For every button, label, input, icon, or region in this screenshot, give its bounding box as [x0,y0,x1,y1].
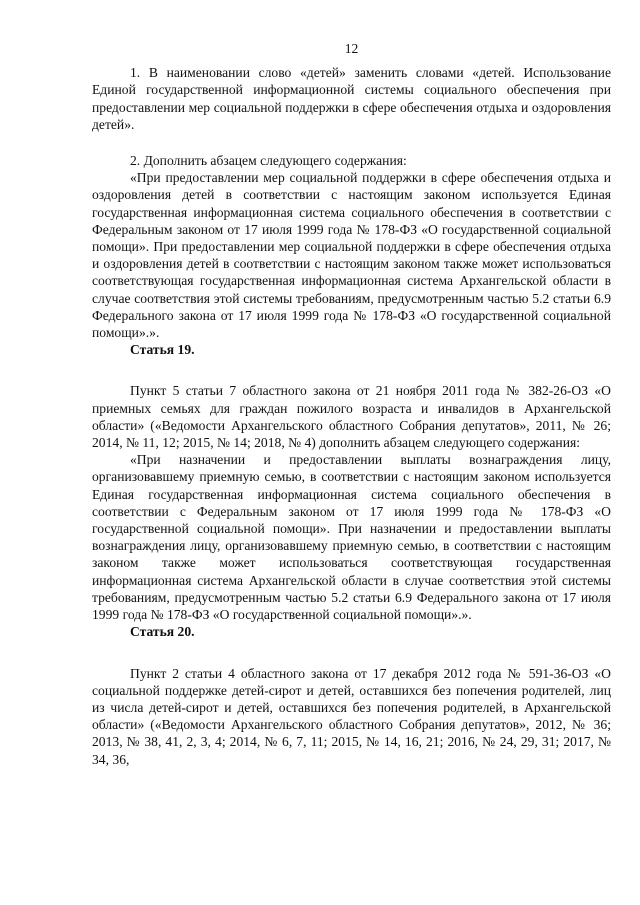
paragraph-item-1: 1. В наименовании слово «детей» заменить словами «детей. Использование Единой государственной информационной системы социального обеспечения при предоставлении мер социальной поддержки в сфере обеспечения отдыха и оздоровления детей». [92,65,611,132]
paragraph-article-20: Пункт 2 статьи 4 областного закона от 17 декабря 2012 года № 591-36-ОЗ «О социальной поддержке детей-сирот и детей, оставшихся без попечения родителей, лиц из числа детей-сирот и детей, оставшихся без попечения родителей, в Архангельской области» («Ведомости Архангельского областного Собрания депутатов», 2012, № 36; 2013, № 38, 41, 2, 3, 4; 2014, № 6, 7, 11; 2015, № 14, 16, 21; 2016, № 24, 29, 31; 2017, № 34, 36, [92,665,611,767]
document-page [92,40,611,768]
paragraph-quote-1: «При предоставлении мер социальной поддержки в сфере обеспечения отдыха и оздоровления детей в соответствии с настоящим законом используется Единая государственная информационная система социального обеспечения в соответствии с Федеральным законом от 17 июля 1999 года № 178-ФЗ «О государственной социальной помощи». При предоставлении мер социальной поддержки в сфере обеспечения отдыха и оздоровления детей в соответствии с настоящим законом также может использоваться соответствующая государственная информационная система Архангельской области в случае соответствия этой системы требованиям, предусмотренным частью 5.2 статьи 6.9 Федерального закона от 17 июля 1999 года № 178-ФЗ «О государственной социальной помощи».». [92,170,611,341]
page-number: 12 [344,41,359,56]
paragraph-item-2: 2. Дополнить абзацем следующего содержания: [130,153,407,169]
paragraph-quote-2: «При назначении и предоставлении выплаты вознаграждения лицу, организовавшему приемную семью, в соответствии с настоящим законом используется Единая государственная информационная система социального обеспечения в соответствии с Федеральным законом от 17 июля 1999 года № 178-ФЗ «О государственной социальной помощи». При назначении и предоставлении выплаты вознаграждения лицу, организовавшему приемную семью, в соответствии с настоящим законом также может использоваться соответствующая государственная информационная система Архангельской области в случае соответствия этой системы требованиям, предусмотренным частью 5.2 статьи 6.9 Федерального закона от 17 июля 1999 года № 178-ФЗ «О государственной социальной помощи».». [92,452,611,623]
article-20-heading: Статья 20. [130,624,195,640]
paragraph-article-19: Пункт 5 статьи 7 областного закона от 21 ноября 2011 года № 382-26-ОЗ «О приемных семьях для граждан пожилого возраста и инвалидов в Архангельской области» («Ведомости Архангельского областного Собрания депутатов», 2011, № 26; 2014, № 11, 12; 2015, № 14; 2018, № 4) дополнить абзацем следующего содержания: [92,383,611,451]
article-19-heading: Статья 19. [130,342,195,358]
